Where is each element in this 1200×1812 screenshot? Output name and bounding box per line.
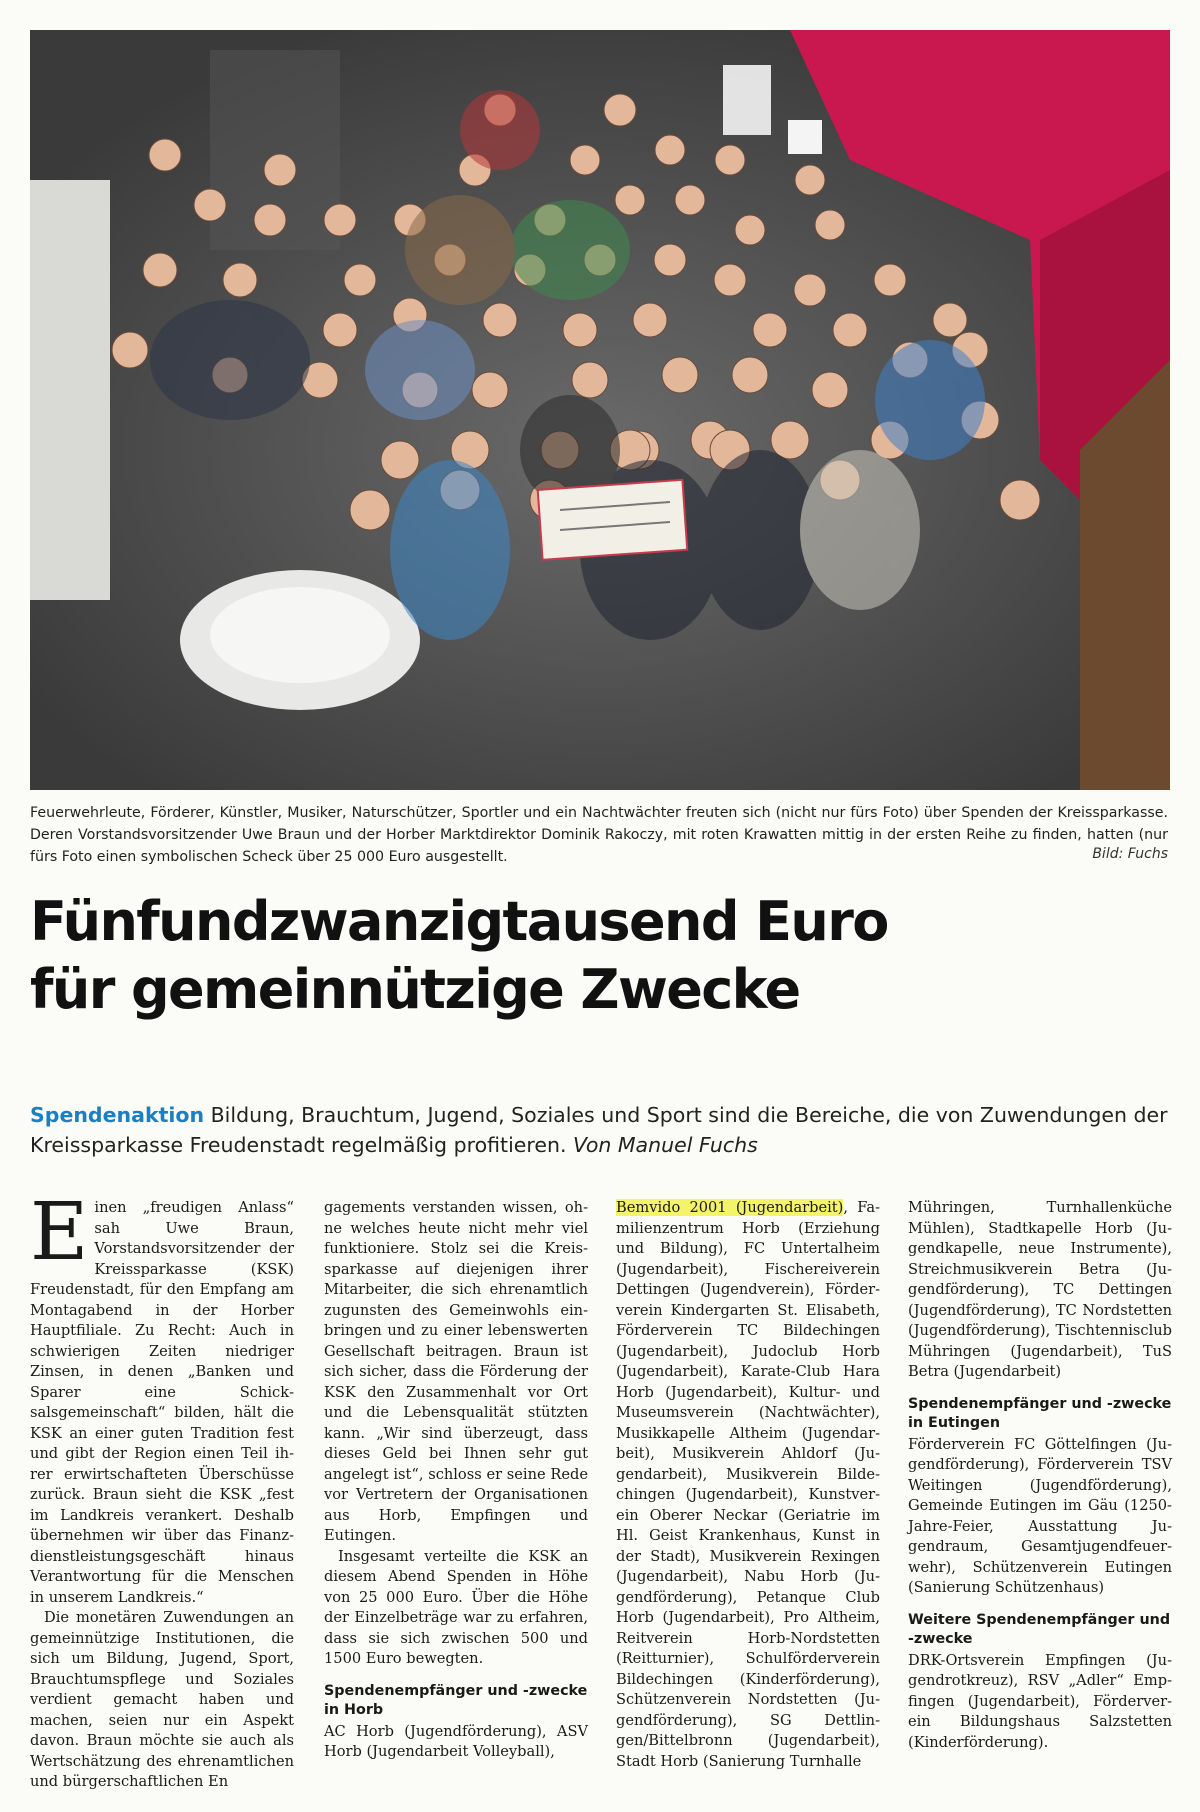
- kicker: Spendenaktion: [30, 1103, 205, 1127]
- dropcap: E: [30, 1185, 89, 1278]
- group-photo: [30, 30, 1170, 790]
- group-photo-illustration: [30, 30, 1170, 790]
- intro-teaser: [30, 1100, 1170, 1160]
- headline-line-2: für gemeinnützige Zwecke: [30, 958, 800, 1021]
- photo-caption: Feuerwehrleute, Förderer, Künstler, Musiker, Naturschützer, Sportler und ein Nachtwächter freuten sich (nicht nur fürs Foto) über Spenden der Kreissparkasse. Deren Vorstandsvorsitzender Uwe Braun und der Horber Marktdirektor Dominik Rakoczy, mit roten Krawatten mittig in der ersten Reihe zu finden, hatten (nur fürs Foto einen symbolischen Scheck über 25 000 Euro ausgestellt.: [30, 805, 1168, 865]
- paragraph-1-text: inen „freudigen Anlass“ sah Uwe Braun, Vorstandsvorsitzender der Kreissparkasse (KSK) Freudenstadt, für den Empfang am Montagabend in der Horber Hauptfiliale. Zu Recht: Auch in schwierigen Zeiten niedriger Zinsen, in denen „Banken und Sparer eine Schicksalsgemeinschaft“ bilden, hält die KSK an einer guten Tradition fest und gibt der Region einen Teil ihrer erwirtschafteten Überschüsse zurück. Braun sieht die KSK „fest im Landkreis verankert. Deshalb übernehmen wir über das Finanzdienstleistungsgeschäft hinaus Verantwortung für die Menschen in unserem Landkreis.“: [30, 1199, 294, 1606]
- paragraph-1: [30, 1185, 294, 1608]
- paragraph-3: gagements verstanden wissen, ohne welches heute nicht mehr viel funktioniere. Stolz sei die Kreissparkasse auf diejenigen ihrer Mitarbeiter, die sich ehrenamtlich zugunsten des Gemeinwohls einbringen und zu einer lebenswerten Gesellschaft beitragen. Braun ist sich sicher, dass die Förderung der KSK den Zusammenhalt vor Ort und die Lebensqualität stützten kann. „Wir sind überzeugt, dass dieses Geld bei Ihnen sehr gut angelegt ist“, schloss er seine Rede vor Vertretern der Organisationen aus Horb, Empfingen und Eutingen.: [324, 1199, 588, 1544]
- paragraph-8: Förderverein FC Göttelfingen (Jugendförderung), Förderverein TSV Weitingen (Jugendförderung), Gemeinde Eutingen im Gäu (1250-Jahre-Feier, Ausstattung Jugendraum, Gesamtjugendfeuerwehr), Schützenverein Eutingen (Sanierung Schützenhaus): [908, 1435, 1172, 1596]
- article-column-3: [616, 1198, 880, 1772]
- paragraph-9: DRK-Ortsverein Empfingen (Jugendrotkreuz), RSV „Adler“ Empfingen (Jugendarbeit), Förderverein Bildungshaus Salzstetten (Kinderförderung).: [908, 1651, 1172, 1751]
- paragraph-2: Die monetären Zuwendungen an gemeinnützige Institutionen, die sich um Bildung, Jugend, Sport, Brauchtumspflege und Soziales verdient gemacht haben und machen, seien nur ein Aspekt davon. Braun möchte sie auch als Wertschätzung des ehrenamtlichen und bürgerschaftlichen En: [30, 1609, 294, 1790]
- headline: [30, 888, 1170, 1024]
- intro-text: Bildung, Brauchtum, Jugend, Soziales und Sport sind die Bereiche, die von Zuwendungen der Kreissparkasse Freudenstadt regelmäßig profitieren.: [30, 1103, 1168, 1157]
- paragraph-7: Mühringen, Turnhallenküche Mühlen), Stadtkapelle Horb (Jugendkapelle, neue Instrumente), Streichmusikverein Betra (Jugendförderung), TC Dettingen (Jugendförderung), TC Nordstetten (Jugendförderung), Tischtennisclub Mühringen (Jugendarbeit), TuS Betra (Jugendarbeit): [908, 1199, 1172, 1380]
- photo-credit: Bild: Fuchs: [1092, 846, 1168, 862]
- paragraph-6: [616, 1198, 880, 1772]
- article-column-4: [908, 1198, 1172, 1753]
- highlighted-text: Bemvido 2001 (Jugendarbeit): [616, 1199, 844, 1216]
- author-byline: Von Manuel Fuchs: [573, 1133, 758, 1157]
- sparkasse-logo-icon: [788, 120, 822, 154]
- paragraph-5: AC Horb (Jugendförderung), ASV Horb (Jugendarbeit Volleyball),: [324, 1722, 588, 1760]
- subhead-horb: Spendenempfänger und -zwecke in Horb: [324, 1682, 588, 1718]
- subhead-weitere: Weitere Spendenempfänger und -zwecke: [908, 1611, 1171, 1647]
- headline-line-1: Fünfundzwanzigtausend Euro: [30, 890, 888, 953]
- article-column-1: [30, 1185, 294, 1793]
- article-column-2: [324, 1198, 588, 1763]
- paragraph-4: Insgesamt verteilte die KSK an diesem Abend Spenden in Höhe von 25 000 Euro. Über die Höhe der Einzelbeträge war zu erfahren, dass sie sich zwischen 500 und 1500 Euro bewegten.: [324, 1547, 588, 1667]
- subhead-eutingen: Spendenempfänger und -zwecke in Eutingen: [908, 1395, 1172, 1431]
- symbolic-cheque: [538, 480, 688, 560]
- paragraph-6-text: , Familienzentrum Horb (Erziehung und Bildung), FC Untertalheim (Jugendarbeit), Fischereiverein Dettingen (Jugendverein), Förderverein Kindergarten St. Elisabeth, Förderverein TC Bildechingen (Jugendarbeit), Judoclub Horb (Jugendarbeit), Karate-Club Hara Horb (Jugendarbeit), Kultur- und Museumsverein (Nachtwächter), Musikkapelle Altheim (Jugendarbeit), Musikverein Ahldorf (Jugendarbeit), Musikverein Bildechingen (Jugendarbeit), Kunstverein Oberer Neckar (Geriatrie im Hl. Geist Krankenhaus, Kunst in der Stadt), Musikverein Rexingen (Jugendarbeit), Nabu Horb (Jugendförderung), Petanque Club Horb (Jugendarbeit), Pro Altheim, Reitverein Horb-Nordstetten (Reitturnier), Schulförderverein Bildechingen (Kinderförderung), Schützenverein Nordstetten (Jugendförderung), SG Dettlingen/Bittelbronn (Jugendarbeit), Stadt Horb (Sanierung Turnhalle: [616, 1199, 880, 1770]
